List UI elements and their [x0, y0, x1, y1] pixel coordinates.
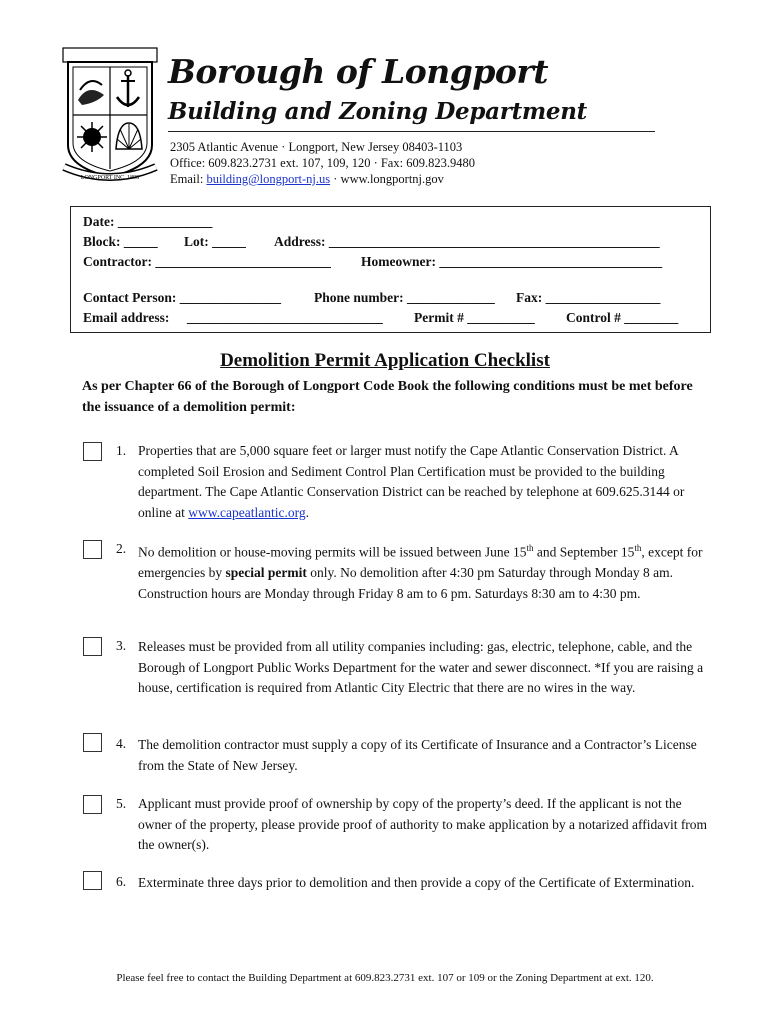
email-address-label: Email address:: [83, 310, 170, 325]
lot-field[interactable]: Lot: _____: [184, 234, 246, 249]
checkbox-item-3[interactable]: [83, 637, 102, 656]
item-number: 6.: [116, 874, 127, 889]
checklist-item-3-text: Releases must be provided from all utility companies including: gas, electric, telephone, cable, and the Borough of Longport Public Works Department for the water and sewer disconnect. *If you are raising a house, certification is required from Atlantic City Electric that there are no wires in the way.: [138, 639, 704, 695]
checkbox-item-4[interactable]: [83, 733, 102, 752]
address-field[interactable]: Address: _________________________________________________: [274, 234, 660, 249]
page-title: Borough of Longport: [168, 52, 549, 91]
email-link[interactable]: building@longport-nj.us: [206, 172, 331, 186]
checklist-intro: As per Chapter 66 of the Borough of Longport Code Book the following conditions must be met before the issuance of a demolition permit:: [82, 379, 693, 415]
checkbox-item-1[interactable]: [83, 442, 102, 461]
permit-number-field[interactable]: Permit # __________: [414, 310, 535, 325]
checkbox-item-2[interactable]: [83, 540, 102, 559]
department-subtitle: Building and Zoning Department: [168, 98, 588, 125]
email-separator: ·: [330, 172, 341, 186]
homeowner-field[interactable]: Homeowner: _________________________________: [361, 254, 663, 269]
header-rule: [168, 131, 655, 132]
control-number-field[interactable]: Control # ________: [566, 310, 679, 325]
item-number: 2.: [116, 541, 127, 556]
applicant-info-box: [70, 206, 711, 333]
phone-field[interactable]: Phone number: _____________: [314, 290, 495, 305]
website-text: www.longportnj.gov: [340, 172, 444, 186]
item-number: 1.: [116, 443, 127, 458]
fax-field[interactable]: Fax: _________________: [516, 290, 661, 305]
item-number: 4.: [116, 736, 127, 751]
email-address-field[interactable]: _____________________________: [187, 310, 383, 325]
checkbox-item-5[interactable]: [83, 795, 102, 814]
item-number: 3.: [116, 638, 127, 653]
checklist-item-2-text: No demolition or house-moving permits will be issued between June 15th and September 15th, except for emergencies by special permit only. No demolition after 4:30 pm Saturday through Monday 8 am. Construction hours are Monday through Friday 8 am to 6 pm. Saturdays 8:30 am to 4:30 pm.: [138, 543, 703, 601]
checklist-item-6-text: Exterminate three days prior to demolition and then provide a copy of the Certificate of Extermination.: [138, 875, 695, 890]
contact-person-field[interactable]: Contact Person: _______________: [83, 290, 281, 305]
address-line: 2305 Atlantic Avenue · Longport, New Jersey 08403-1103: [170, 140, 463, 154]
item-number: 5.: [116, 796, 127, 811]
contractor-field[interactable]: Contractor: __________________________: [83, 254, 331, 269]
email-line: [170, 171, 444, 187]
footer-note: Please feel free to contact the Building Department at 609.823.2731 ext. 107 or 109 or the Zoning Department at ext. 120.: [116, 972, 654, 984]
checklist-item-5-text: Applicant must provide proof of ownership by copy of the property’s deed. If the applicant is not the owner of the property, please provide proof of authority to make application by a notarized affidavit from the owner(s).: [138, 796, 708, 852]
seal-ribbon-text: LONGPORT INC. 1898: [80, 175, 140, 181]
borough-seal-logo: [60, 45, 160, 190]
checklist-title: Demolition Permit Application Checklist: [220, 350, 550, 371]
email-label: Email:: [170, 172, 204, 186]
checklist-item-1-text: Properties that are 5,000 square feet or larger must notify the Cape Atlantic Conservation District. A completed Soil Erosion and Sediment Control Plan Certification must be provided to the building department. The Cape Atlantic Conservation District can be reached by telephone at 609.625.3144 or online at www.capeatlantic.org.: [138, 443, 685, 520]
date-field[interactable]: Date: ______________: [83, 214, 213, 229]
cape-atlantic-link[interactable]: www.capeatlantic.org: [188, 504, 306, 520]
checklist-item-4-text: The demolition contractor must supply a copy of its Certificate of Insurance and a Contractor’s License from the State of New Jersey.: [138, 737, 697, 773]
block-field[interactable]: Block: _____: [83, 234, 158, 249]
office-line: Office: 609.823.2731 ext. 107, 109, 120 · Fax: 609.823.9480: [170, 156, 475, 170]
checkbox-item-6[interactable]: [83, 871, 102, 890]
